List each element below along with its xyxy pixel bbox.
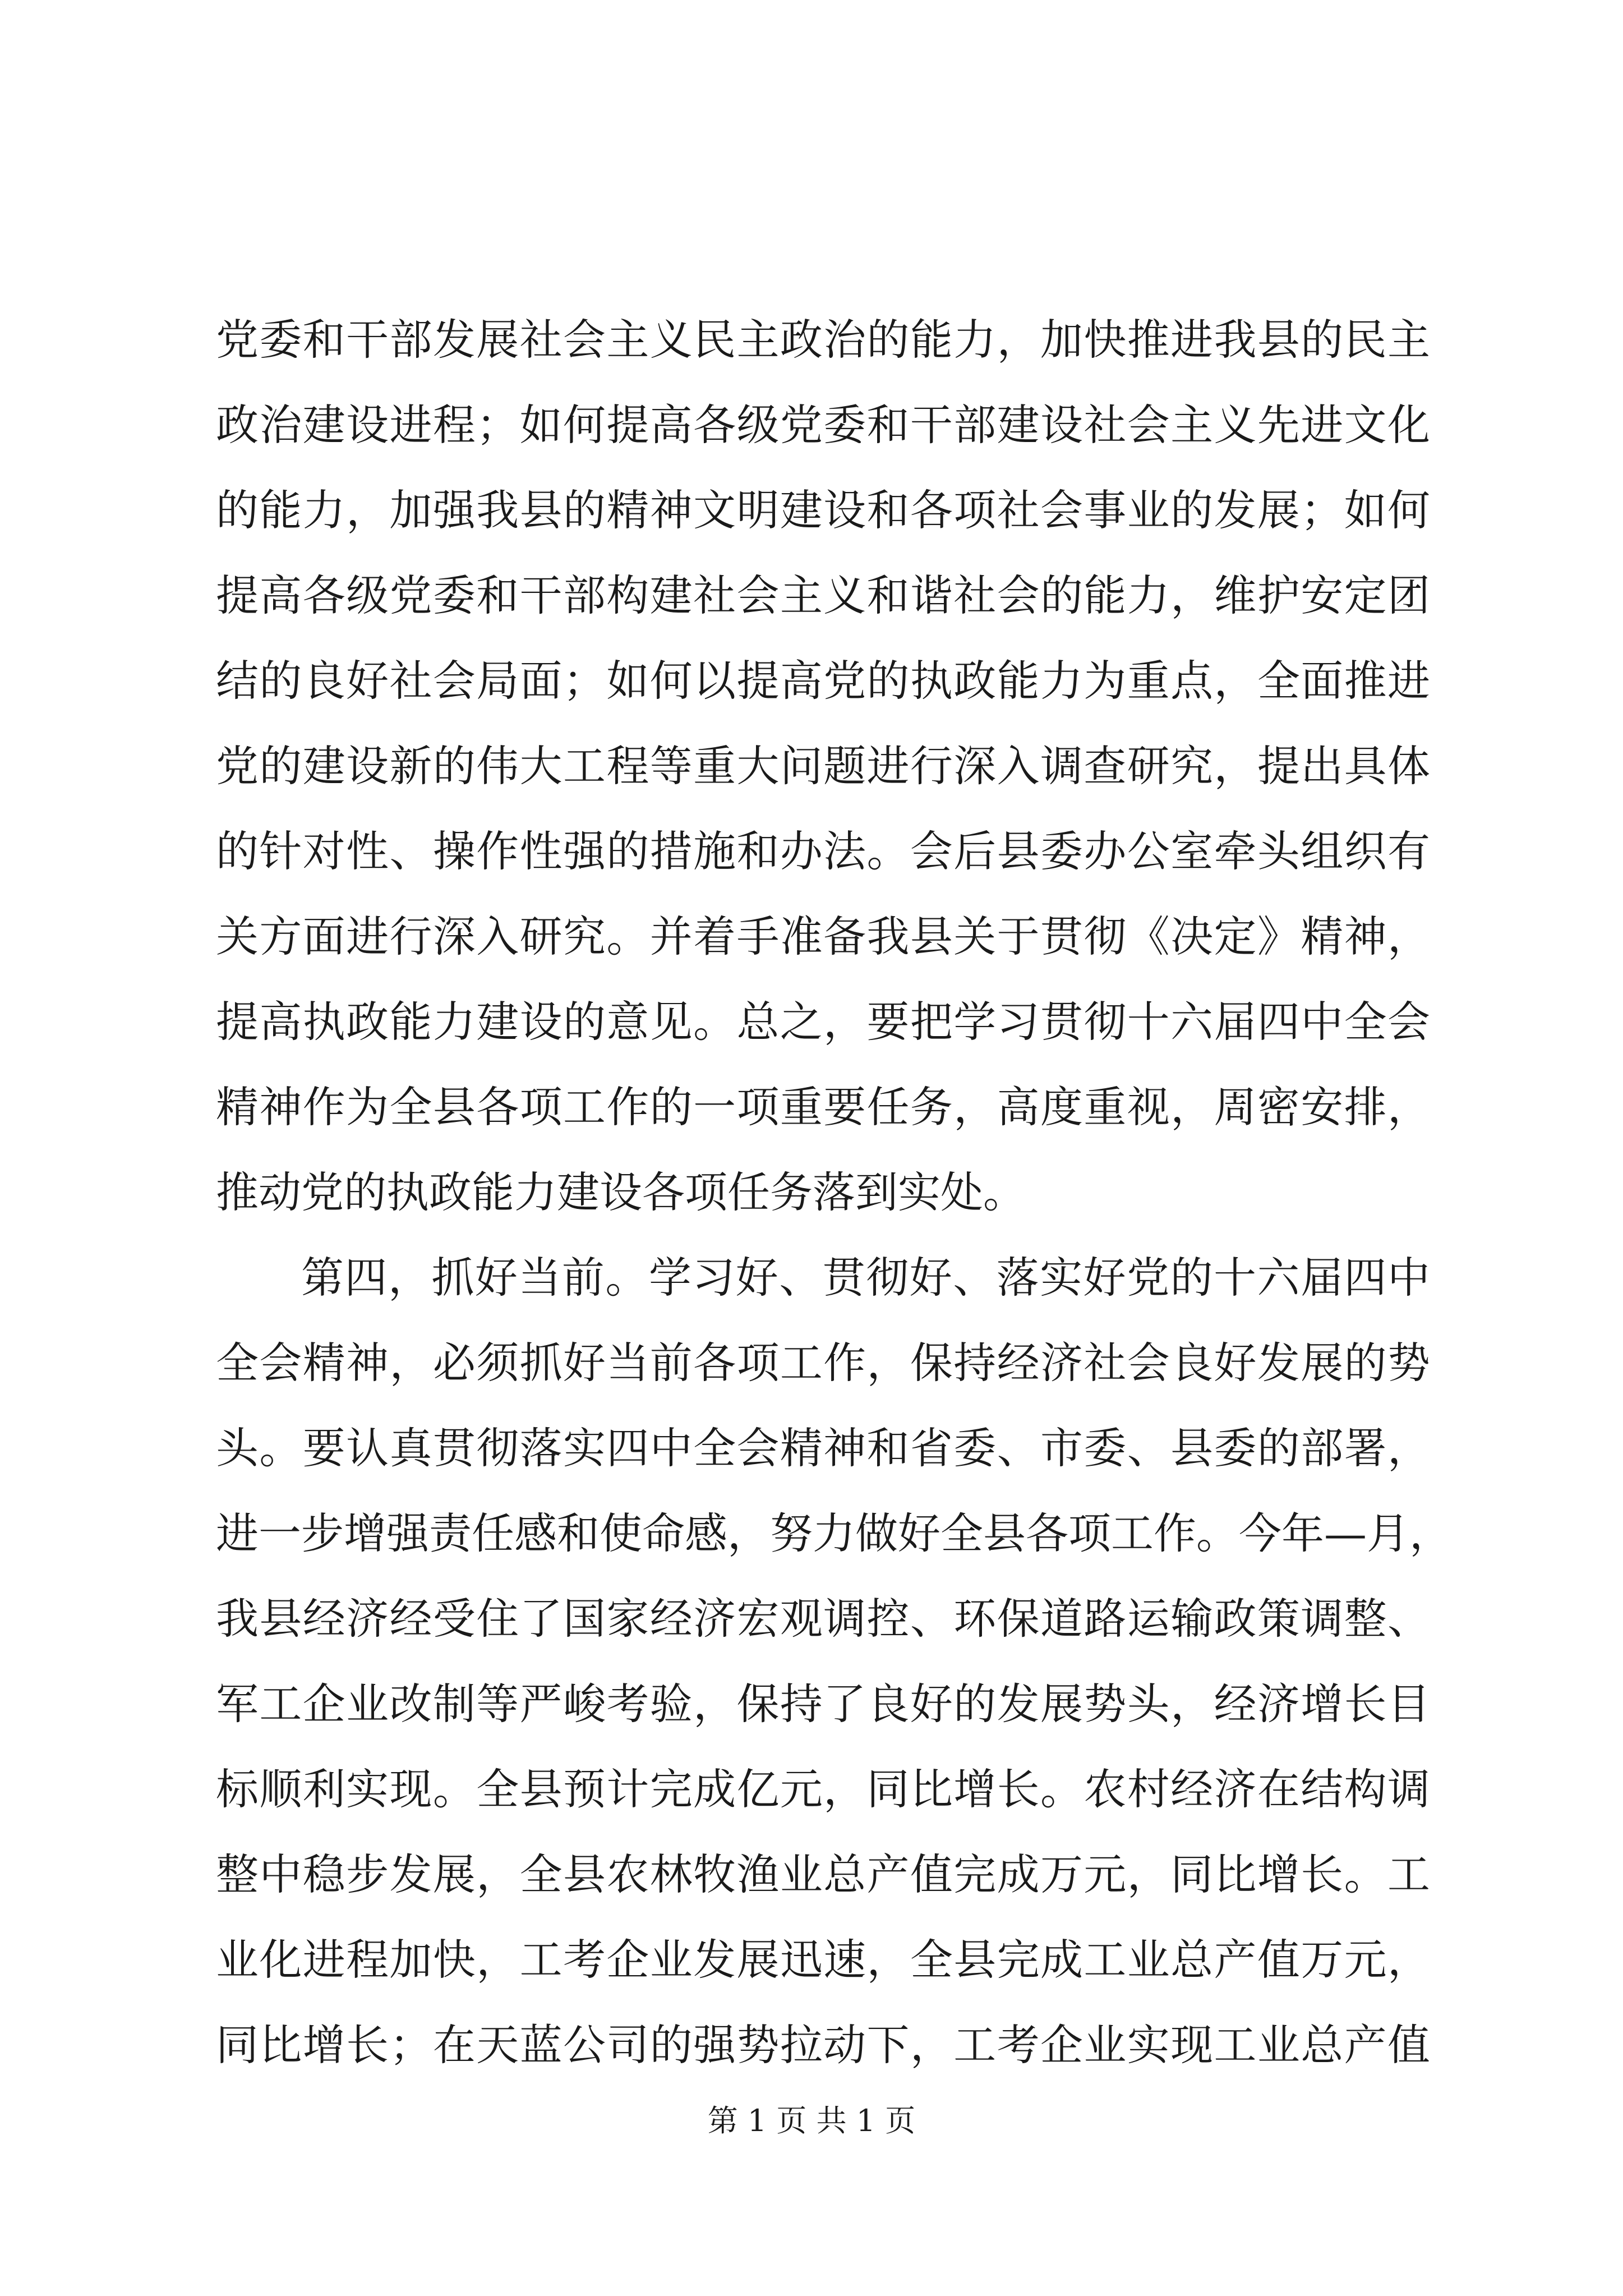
text-line: 业化进程加快，工考企业发展迅速，全县完成工业总产值万元， (216, 1935, 1430, 1985)
text-line: 进一步增强责任感和使命感，努力做好全县各项工作。今年—月， (216, 1508, 1452, 1558)
page-number-footer: 第 1 页 共 1 页 (707, 2103, 916, 2138)
text-line: 我县经济经受住了国家经济宏观调控、环保道路运输政策调整、 (216, 1594, 1430, 1644)
text-line: 全会精神，必须抓好当前各项工作，保持经济社会良好发展的势 (216, 1338, 1430, 1388)
text-line: 标顺利实现。全县预计完成亿元，同比增长。农村经济在结构调 (216, 1764, 1430, 1814)
text-line: 政治建设进程；如何提高各级党委和干部建设社会主义先进文化 (216, 400, 1430, 450)
text-line: 党委和干部发展社会主义民主政治的能力，加快推进我县的民主 (216, 315, 1430, 365)
text-line: 的能力，加强我县的精神文明建设和各项社会事业的发展；如何 (216, 485, 1430, 535)
text-line: 结的良好社会局面；如何以提高党的执政能力为重点，全面推进 (216, 656, 1430, 706)
document-body (216, 297, 1452, 2088)
text-line: 推动党的执政能力建设各项任务落到实处。 (216, 1167, 1026, 1217)
text-line: 精神作为全县各项工作的一项重要任务，高度重视，周密安排， (216, 1082, 1430, 1132)
text-line: 关方面进行深入研究。并着手准备我县关于贯彻《决定》精神， (216, 912, 1430, 961)
text-line: 整中稳步发展，全县农林牧渔业总产值完成万元，同比增长。工 (216, 1849, 1430, 1899)
text-line: 第四，抓好当前。学习好、贯彻好、落实好党的十六届四中 (301, 1253, 1430, 1303)
text-line: 提高执政能力建设的意见。总之，要把学习贯彻十六届四中全会 (216, 997, 1430, 1047)
text-line: 同比增长；在天蓝公司的强势拉动下，工考企业实现工业总产值 (216, 2020, 1430, 2070)
text-line: 头。要认真贯彻落实四中全会精神和省委、市委、县委的部署， (216, 1423, 1430, 1473)
text-line: 提高各级党委和干部构建社会主义和谐社会的能力，维护安定团 (216, 570, 1430, 620)
text-line: 党的建设新的伟大工程等重大问题进行深入调查研究，提出具体 (216, 741, 1430, 791)
text-line: 的针对性、操作性强的措施和办法。会后县委办公室牵头组织有 (216, 826, 1430, 876)
text-line: 军工企业改制等严峻考验，保持了良好的发展势头，经济增长目 (216, 1679, 1430, 1729)
